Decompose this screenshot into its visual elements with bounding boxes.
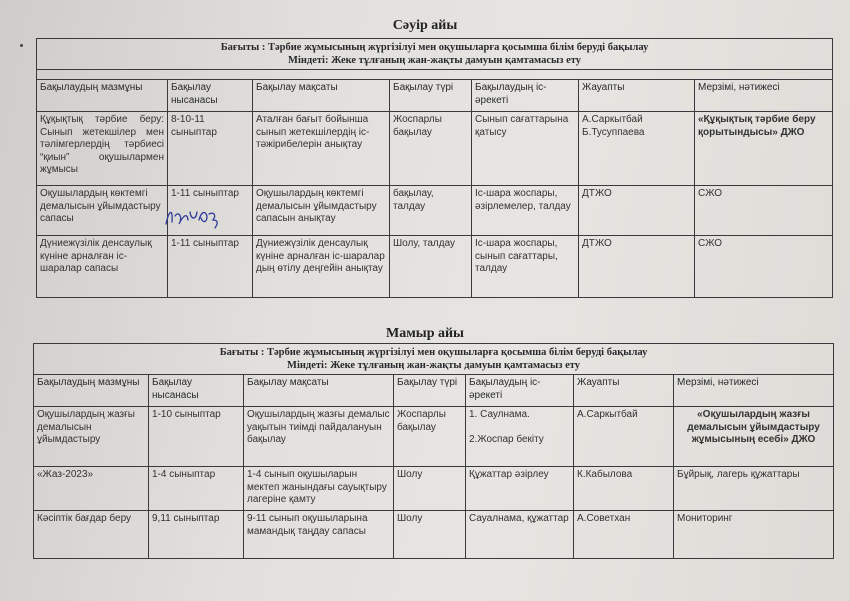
table-row: [34, 511, 834, 559]
table-cell: СЖО: [695, 236, 833, 298]
col-header: Бақылаудың мазмұны: [34, 375, 149, 407]
col-header: Мерзімі, нәтижесі: [695, 80, 833, 112]
col-header: Бақылау мақсаты: [244, 375, 394, 407]
may-table: [33, 343, 834, 559]
may-title: Мамыр айы: [386, 326, 464, 341]
col-header: Бақылау нысанасы: [168, 80, 253, 112]
col-header: Бақылаудың мазмұны: [37, 80, 168, 112]
april-spacer: [37, 70, 833, 80]
table-cell: ДТЖО: [579, 236, 695, 298]
table-cell: 1-4 сынып оқушыларын мектеп жанындағы сауықтыру лагеріне қамту: [244, 467, 394, 511]
table-cell: 1-11 сыныптар: [168, 236, 253, 298]
table-cell: 1-10 сыныптар: [149, 407, 244, 467]
may-header-block: [34, 344, 834, 375]
april-direction: Бағыты : Тәрбие жұмысының жүргізілуі мен оқушыларға қосымша білім беруді бақылау: [220, 42, 649, 53]
table-cell: Мониторинг: [674, 511, 834, 559]
table-cell: Құжаттар әзірлеу: [466, 467, 574, 511]
table-cell: Шолу, талдау: [390, 236, 472, 298]
table-cell: Оқушылардың жазғы демалысын ұйымдастыру: [34, 407, 149, 467]
table-cell: «Жаз-2023»: [34, 467, 149, 511]
margin-dot: [20, 44, 23, 47]
table-cell: Сынып сағаттарына қатысу: [472, 112, 579, 186]
col-header: Бақылау түрі: [394, 375, 466, 407]
table-cell: Құқықтық тәрбие беру: Сынып жетекшілер мен тәлімгерлердің тәрбиесі “қиын” оқушылармен жұмысы: [37, 112, 168, 186]
table-cell: Оқушылардың көктемгі демалысын ұйымдастыру сапасын анықтау: [253, 186, 390, 236]
table-cell: 9-11 сынып оқушыларына мамандық таңдау сапасы: [244, 511, 394, 559]
table-row: [37, 186, 833, 236]
col-header: Мерзімі, нәтижесі: [674, 375, 834, 407]
table-cell: Іс-шара жоспары, сынып сағаттары, талдау: [472, 236, 579, 298]
table-cell: Кәсіптік бағдар беру: [34, 511, 149, 559]
may-direction: Бағыты : Тәрбие жұмысының жүргізілуі мен оқушыларға қосымша білім беруді бақылау: [219, 347, 648, 358]
table-row: [34, 467, 834, 511]
table-cell: Оқушылардың көктемгі демалысын ұйымдастыру сапасы: [37, 186, 168, 236]
col-header: Бақылау түрі: [390, 80, 472, 112]
col-header: Бақылау нысанасы: [149, 375, 244, 407]
april-task: Міндеті: Жеке тұлғаның жан-жақты дамуын қамтамасыз ету: [288, 55, 582, 67]
col-header: Жауапты: [579, 80, 695, 112]
table-cell: А.Саркытбай: [574, 407, 674, 467]
table-cell: Дүниежүзілік денсаулық күніне арналған іс-шаралар дың өтілу деңгейін анықтау: [253, 236, 390, 298]
table-cell: 1-11 сыныптар: [168, 186, 253, 236]
table-cell: СЖО: [695, 186, 833, 236]
handwritten-signature: [163, 198, 223, 232]
table-cell: 1. Саулнама. 2.Жоспар бекіту: [466, 407, 574, 467]
table-row: [37, 112, 833, 186]
table-cell: Шолу: [394, 467, 466, 511]
table-cell: Бұйрық, лагерь құжаттары: [674, 467, 834, 511]
table-row: [34, 407, 834, 467]
table-cell: К.Кабылова: [574, 467, 674, 511]
table-cell: Дүниежүзілік денсаулық күніне арналған іс-шаралар сапасы: [37, 236, 168, 298]
may-task: Міндеті: Жеке тұлғаның жан-жақты дамуын қамтамасыз ету: [287, 360, 581, 372]
table-cell: 9,11 сыныптар: [149, 511, 244, 559]
col-header: Бақылау мақсаты: [253, 80, 390, 112]
table-cell: Сауалнама, құжаттар: [466, 511, 574, 559]
table-cell: 8-10-11 сыныптар: [168, 112, 253, 186]
table-cell: Оқушылардың жазғы демалыс уақытын тиімді пайдалануын бақылау: [244, 407, 394, 467]
april-header-block: [37, 39, 833, 70]
col-header: Бақылаудың іс-әрекеті: [466, 375, 574, 407]
table-cell: Жоспарлы бақылау: [394, 407, 466, 467]
table-cell: «Оқушылардың жазғы демалысын ұйымдастыру жұмысының есебі» ДЖО: [674, 407, 834, 467]
april-title: Сәуір айы: [392, 18, 458, 33]
table-cell: бақылау, талдау: [390, 186, 472, 236]
table-row: [37, 236, 833, 298]
table-cell: А.Советхан: [574, 511, 674, 559]
table-cell: Іс-шара жоспары, әзірлемелер, талдау: [472, 186, 579, 236]
table-cell: ДТЖО: [579, 186, 695, 236]
table-cell: «Құқықтық тәрбие беру қорытындысы» ДЖО: [695, 112, 833, 186]
col-header: Жауапты: [574, 375, 674, 407]
col-header: Бақылаудың іс-әрекеті: [472, 80, 579, 112]
table-cell: Шолу: [394, 511, 466, 559]
table-cell: Аталған бағыт бойынша сынып жетекшілердің іс-тәжірибелерін анықтау: [253, 112, 390, 186]
table-cell: А.Саркытбай Б.Тусуппаева: [579, 112, 695, 186]
table-cell: 1-4 сыныптар: [149, 467, 244, 511]
april-table: [36, 38, 833, 298]
table-cell: Жоспарлы бақылау: [390, 112, 472, 186]
